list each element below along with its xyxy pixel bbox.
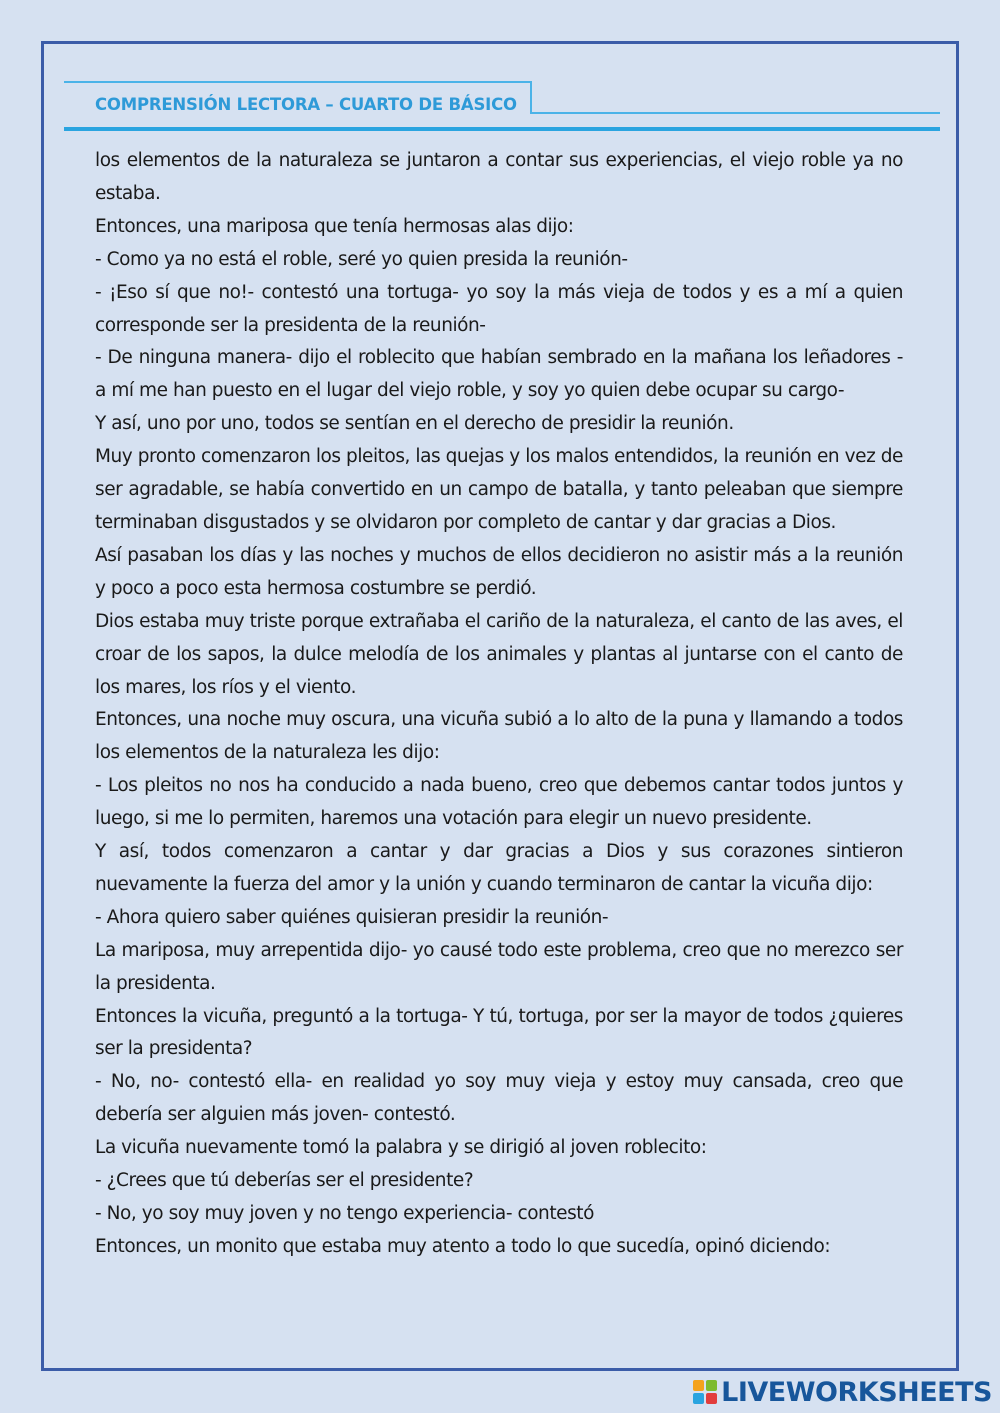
passage-paragraph: los elementos de la naturaleza se juntaron a contar sus experiencias, el viejo roble ya no estaba.	[95, 150, 903, 204]
passage-paragraph: - No, no- contestó ella- en realidad yo soy muy vieja y estoy muy cansada, creo que debería ser alguien más joven- contestó.	[95, 1071, 903, 1126]
passage-paragraph: Así pasaban los días y las noches y muchos de ellos decidieron no asistir más a la reunión y poco a poco esta hermosa costumbre se perdió.	[95, 544, 903, 599]
passage-paragraph: La vicuña nuevamente tomó la palabra y se dirigió al joven roblecito:	[95, 1137, 707, 1159]
header-rule-right	[530, 112, 940, 114]
passage-paragraph: Y así, uno por uno, todos se sentían en el derecho de presidir la reunión.	[95, 413, 734, 435]
brand-name: LIVEWORKSHEETS	[721, 1376, 992, 1408]
passage-paragraph: Dios estaba muy triste porque extrañaba el cariño de la naturaleza, el canto de las aves, el croar de los sapos, la dulce melodía de los animales y plantas al juntarse con el canto de los mares, los ríos y el viento.	[95, 610, 903, 698]
header-rule-top	[64, 81, 531, 83]
logo-tile-e	[706, 1393, 717, 1404]
passage-paragraph: Entonces, una mariposa que tenía hermosas alas dijo:	[95, 215, 574, 237]
logo-tile-i	[706, 1380, 717, 1391]
logo-tile-v	[693, 1393, 704, 1404]
passage-paragraph: - Los pleitos no nos ha conducido a nada bueno, creo que debemos cantar todos juntos y luego, si me lo permiten, haremos una votación para elegir un nuevo presidente.	[95, 775, 903, 830]
reading-passage	[95, 145, 903, 1264]
passage-paragraph: Entonces la vicuña, preguntó a la tortuga- Y tú, tortuga, por ser la mayor de todos ¿quieres ser la presidenta?	[95, 1005, 903, 1060]
passage-paragraph: - Como ya no está el roble, seré yo quien presida la reunión-	[95, 248, 628, 270]
header-rule-bottom	[64, 127, 940, 131]
header-rule-divider	[530, 81, 532, 114]
passage-paragraph: Y así, todos comenzaron a cantar y dar gracias a Dios y sus corazones sintieron nuevamente la fuerza del amor y la unión y cuando terminaron de cantar la vicuña dijo:	[95, 841, 903, 895]
passage-paragraph: La mariposa, muy arrepentida dijo- yo causé todo este problema, creo que no merezco ser la presidenta.	[95, 939, 903, 994]
worksheet-title: COMPRENSIÓN LECTORA – CUARTO DE BÁSICO	[95, 95, 517, 114]
passage-paragraph: Entonces, un monito que estaba muy atento a todo lo que sucedía, opinó diciendo:	[95, 1235, 831, 1257]
passage-paragraph: Entonces, una noche muy oscura, una vicuña subió a lo alto de la puna y llamando a todos los elementos de la naturaleza les dijo:	[95, 709, 903, 764]
liveworksheets-logo-icon	[693, 1380, 717, 1404]
passage-paragraph: - Ahora quiero saber quiénes quisieran presidir la reunión-	[95, 906, 609, 928]
passage-paragraph: - De ninguna manera- dijo el roblecito que habían sembrado en la mañana los leñadores - a mí me han puesto en el lugar del viejo roble, y soy yo quien debe ocupar su cargo-	[95, 347, 903, 402]
passage-paragraph: - ¡Eso sí que no!- contestó una tortuga- yo soy la más vieja de todos y es a mí a quien corresponde ser la presidenta de la reunión-	[95, 281, 903, 336]
passage-paragraph: Muy pronto comenzaron los pleitos, las quejas y los malos entendidos, la reunión en vez de ser agradable, se había convertido en un campo de batalla, y tanto peleaban que siempre terminaban disgustados y se olvidaron por completo de cantar y dar gracias a Dios.	[95, 446, 903, 533]
liveworksheets-brand[interactable]	[693, 1374, 992, 1410]
logo-tile-l	[693, 1380, 704, 1391]
passage-paragraph: - ¿Crees que tú deberías ser el presidente?	[95, 1170, 474, 1192]
passage-paragraph: - No, yo soy muy joven y no tengo experiencia- contestó	[95, 1203, 594, 1224]
